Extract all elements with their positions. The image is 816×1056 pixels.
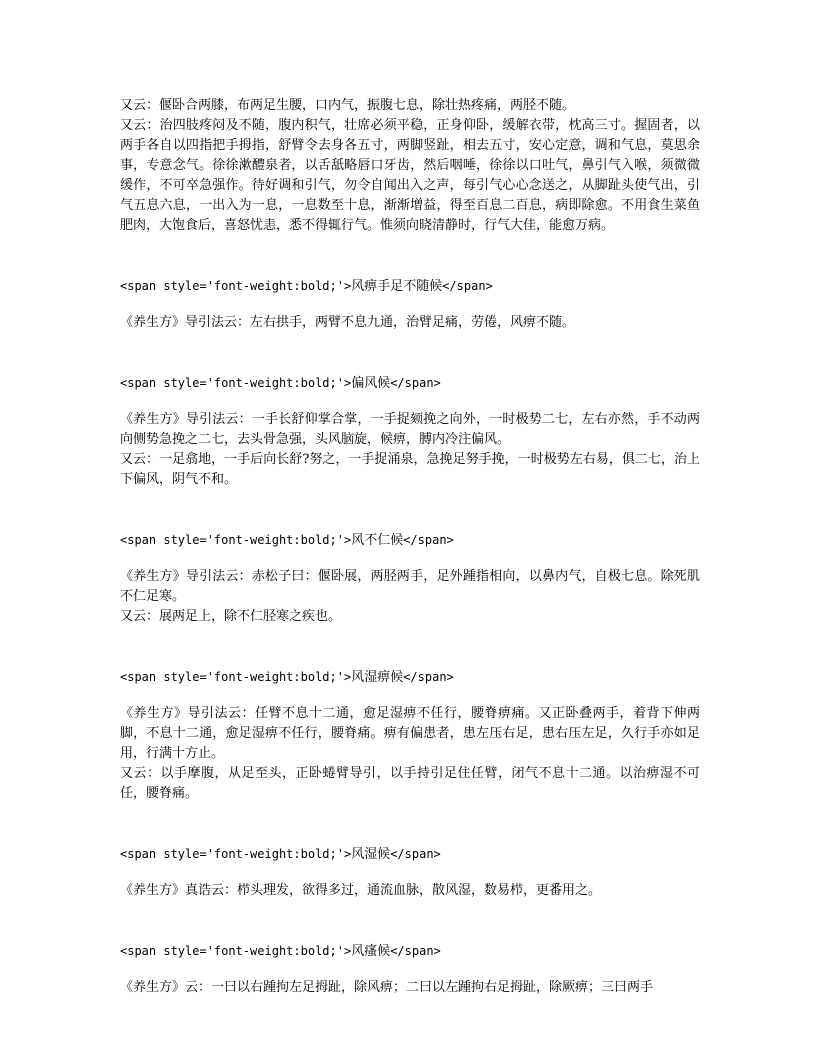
- heading-tag-open: <span style='font-weight:bold;'>: [120, 279, 352, 293]
- body-paragraph: 又云：以手摩腹，从足至头，正卧蜷臂导引，以手持引足住任臂，闭气不息十二通。以治痹湿不可任，腰脊痛。: [120, 766, 700, 801]
- section-fengshi-bi: [120, 667, 700, 804]
- heading-tag-open: <span style='font-weight:bold;'>: [120, 670, 352, 684]
- heading-tag-close: </span>: [390, 944, 441, 958]
- section-heading: [120, 373, 700, 394]
- section-heading: [120, 530, 700, 551]
- heading-tag-open: <span style='font-weight:bold;'>: [120, 944, 352, 958]
- section-fengsao: [120, 941, 700, 998]
- heading-tag-close: </span>: [403, 533, 454, 547]
- body-paragraph: 又云：一足翕地，一手后向长舒?努之，一手捉涌泉，急挽足努手挽，一时极势左右易，俱二七，治上下偏风，阴气不和。: [120, 452, 700, 487]
- heading-title: 风瘙候: [351, 944, 391, 959]
- section-heading: [120, 844, 700, 865]
- body-paragraph: 又云：治四肢疼闷及不随，腹内积气，壮席必须平稳，正身仰卧，缓解衣带，枕高三寸。握固者，以两手各自以四指把手拇指，舒臂令去身各五寸，两脚竖趾，相去五寸，安心定意，调和气息，莫思余事，专意念气。徐徐漱醴泉者，以舌舐略唇口牙齿，然后咽唾，徐徐以口吐气，鼻引气入喉，须微微缓作，不可卒急强作。待好调和引气，勿令自闻出入之声，每引气心心念送之，从脚趾头使气出，引气五息六息，一出入为一息，一息数至十息，渐渐增益，得至百息二百息，病即除愈。不用食生菜鱼肥肉，大饱食后，喜怒忧恚，悉不得辄行气。惟须向晓清静时，行气大佳，能愈万病。: [120, 118, 700, 233]
- section-fengshi: [120, 844, 700, 901]
- heading-tag-close: </span>: [403, 670, 454, 684]
- body-paragraph: 《养生方》导引法云：任臂不息十二通，愈足湿痹不任行，腰脊痹痛。又正卧叠两手，着背下伸两脚，不息十二通，愈足湿痹不任行，腰脊痛。痹有偏患者，患左压右足，患右压左足，久行手亦如足用，行满十方止。: [120, 706, 700, 761]
- heading-tag-close: </span>: [390, 847, 441, 861]
- document-page: [120, 96, 700, 998]
- body-paragraph: 《养生方》导引法云：赤松子曰：偃卧展，两胫两手，足外踵指相向，以鼻内气，自极七息。除死肌不仁足寒。: [120, 569, 700, 604]
- heading-tag-open: <span style='font-weight:bold;'>: [120, 533, 352, 547]
- body-paragraph: 《养生方》导引法云：一手长舒仰掌合掌，一手捉颏挽之向外，一时极势二七，左右亦然，手不动两向侧势急挽之二七，去头骨急强，头风脑旋，候痹，膊内冷注偏风。: [120, 412, 700, 447]
- section-heading: [120, 667, 700, 688]
- heading-tag-open: <span style='font-weight:bold;'>: [120, 376, 352, 390]
- heading-title: 风湿痹候: [351, 670, 404, 685]
- body-paragraph: 《养生方》云：一曰以右踵拘左足拇趾，除风痹；二曰以左踵拘右足拇趾，除厥痹；三曰两手: [120, 980, 654, 995]
- intro-block: [120, 96, 700, 236]
- heading-title: 偏风候: [351, 376, 391, 391]
- section-fengbi-shouzu-busui: [120, 276, 700, 333]
- heading-title: 风不仁候: [351, 533, 404, 548]
- heading-tag-close: </span>: [390, 376, 441, 390]
- body-paragraph: 又云：展两足上，除不仁胫寒之疾也。: [120, 609, 342, 624]
- section-heading: [120, 276, 700, 297]
- heading-title: 风湿候: [351, 847, 391, 862]
- heading-tag-open: <span style='font-weight:bold;'>: [120, 847, 352, 861]
- heading-tag-close: </span>: [442, 279, 493, 293]
- section-pianfeng: [120, 373, 700, 490]
- section-heading: [120, 941, 700, 962]
- section-feng-buren: [120, 530, 700, 627]
- body-paragraph: 《养生方》真诰云：栉头理发，欲得多过，通流血脉，散风湿，数易栉，更番用之。: [120, 883, 602, 898]
- heading-title: 风痹手足不随候: [351, 279, 443, 294]
- body-paragraph: 《养生方》导引法云：左右拱手，两臂不息九通，治臂足痛，劳倦，风痹不随。: [120, 315, 576, 330]
- body-paragraph: 又云：偃卧合两膝，布两足生腰，口内气，振腹七息，除壮热疼痛，两胫不随。: [120, 98, 576, 113]
